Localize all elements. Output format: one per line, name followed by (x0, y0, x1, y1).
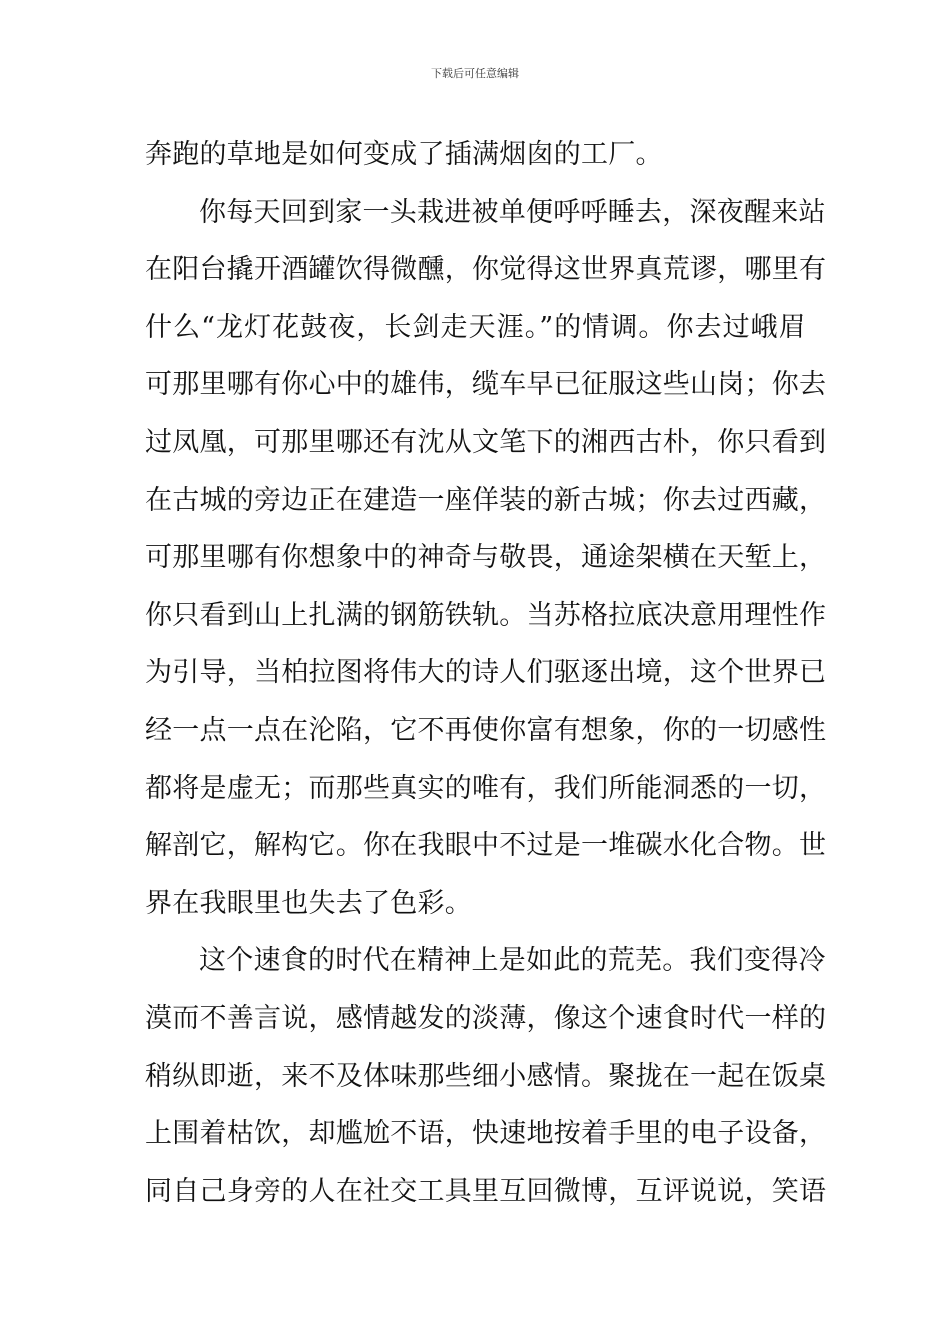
text-line: 界在我眼里也失去了色彩。 (145, 887, 472, 919)
text-line: 什么“龙灯花鼓夜，长剑走天涯。”的情调。你去过峨眉 (145, 311, 806, 343)
text-line: 都将是虚无；而那些真实的唯有，我们所能洞悉的一切， (145, 772, 827, 804)
text-line: 上围着枯饮，却尴尬不语，快速地按着手里的电子设备， (145, 1118, 827, 1150)
body-text (145, 126, 827, 1220)
text-line: 过凤凰，可那里哪还有沈从文笔下的湘西古朴，你只看到 (145, 426, 827, 458)
text-line: 同自己身旁的人在社交工具里互回微博，互评说说，笑语 (145, 1175, 827, 1207)
text-line: 在古城的旁边正在建造一座佯装的新古城；你去过西藏， (145, 484, 827, 516)
text-line: 稍纵即逝，来不及体味那些细小感情。聚拢在一起在饭桌 (145, 1060, 827, 1092)
text-line: 可那里哪有你心中的雄伟，缆车早已征服这些山岗；你去 (145, 369, 827, 401)
text-line: 漠而不善言说，感情越发的淡薄，像这个速食时代一样的 (145, 1002, 827, 1034)
text-line: 解剖它，解构它。你在我眼中不过是一堆碳水化合物。世 (145, 830, 827, 862)
text-line: 经一点一点在沦陷，它不再使你富有想象，你的一切感性 (145, 714, 827, 746)
text-line: 你每天回到家一头栽进被单便呼呼睡去，深夜醒来站 (199, 196, 826, 228)
text-line: 在阳台撬开酒罐饮得微醺，你觉得这世界真荒谬，哪里有 (145, 254, 827, 286)
text-line: 你只看到山上扎满的钢筋铁轨。当苏格拉底决意用理性作 (145, 599, 827, 631)
page-header: 下载后可任意编辑 (431, 67, 519, 80)
text-line: 这个速食的时代在精神上是如此的荒芜。我们变得冷 (199, 945, 826, 977)
text-line: 为引导，当柏拉图将伟大的诗人们驱逐出境，这个世界已 (145, 657, 827, 689)
text-line: 奔跑的草地是如何变成了插满烟囱的工厂。 (145, 139, 663, 170)
text-line: 可那里哪有你想象中的神奇与敬畏，通途架横在天堑上， (145, 542, 827, 574)
